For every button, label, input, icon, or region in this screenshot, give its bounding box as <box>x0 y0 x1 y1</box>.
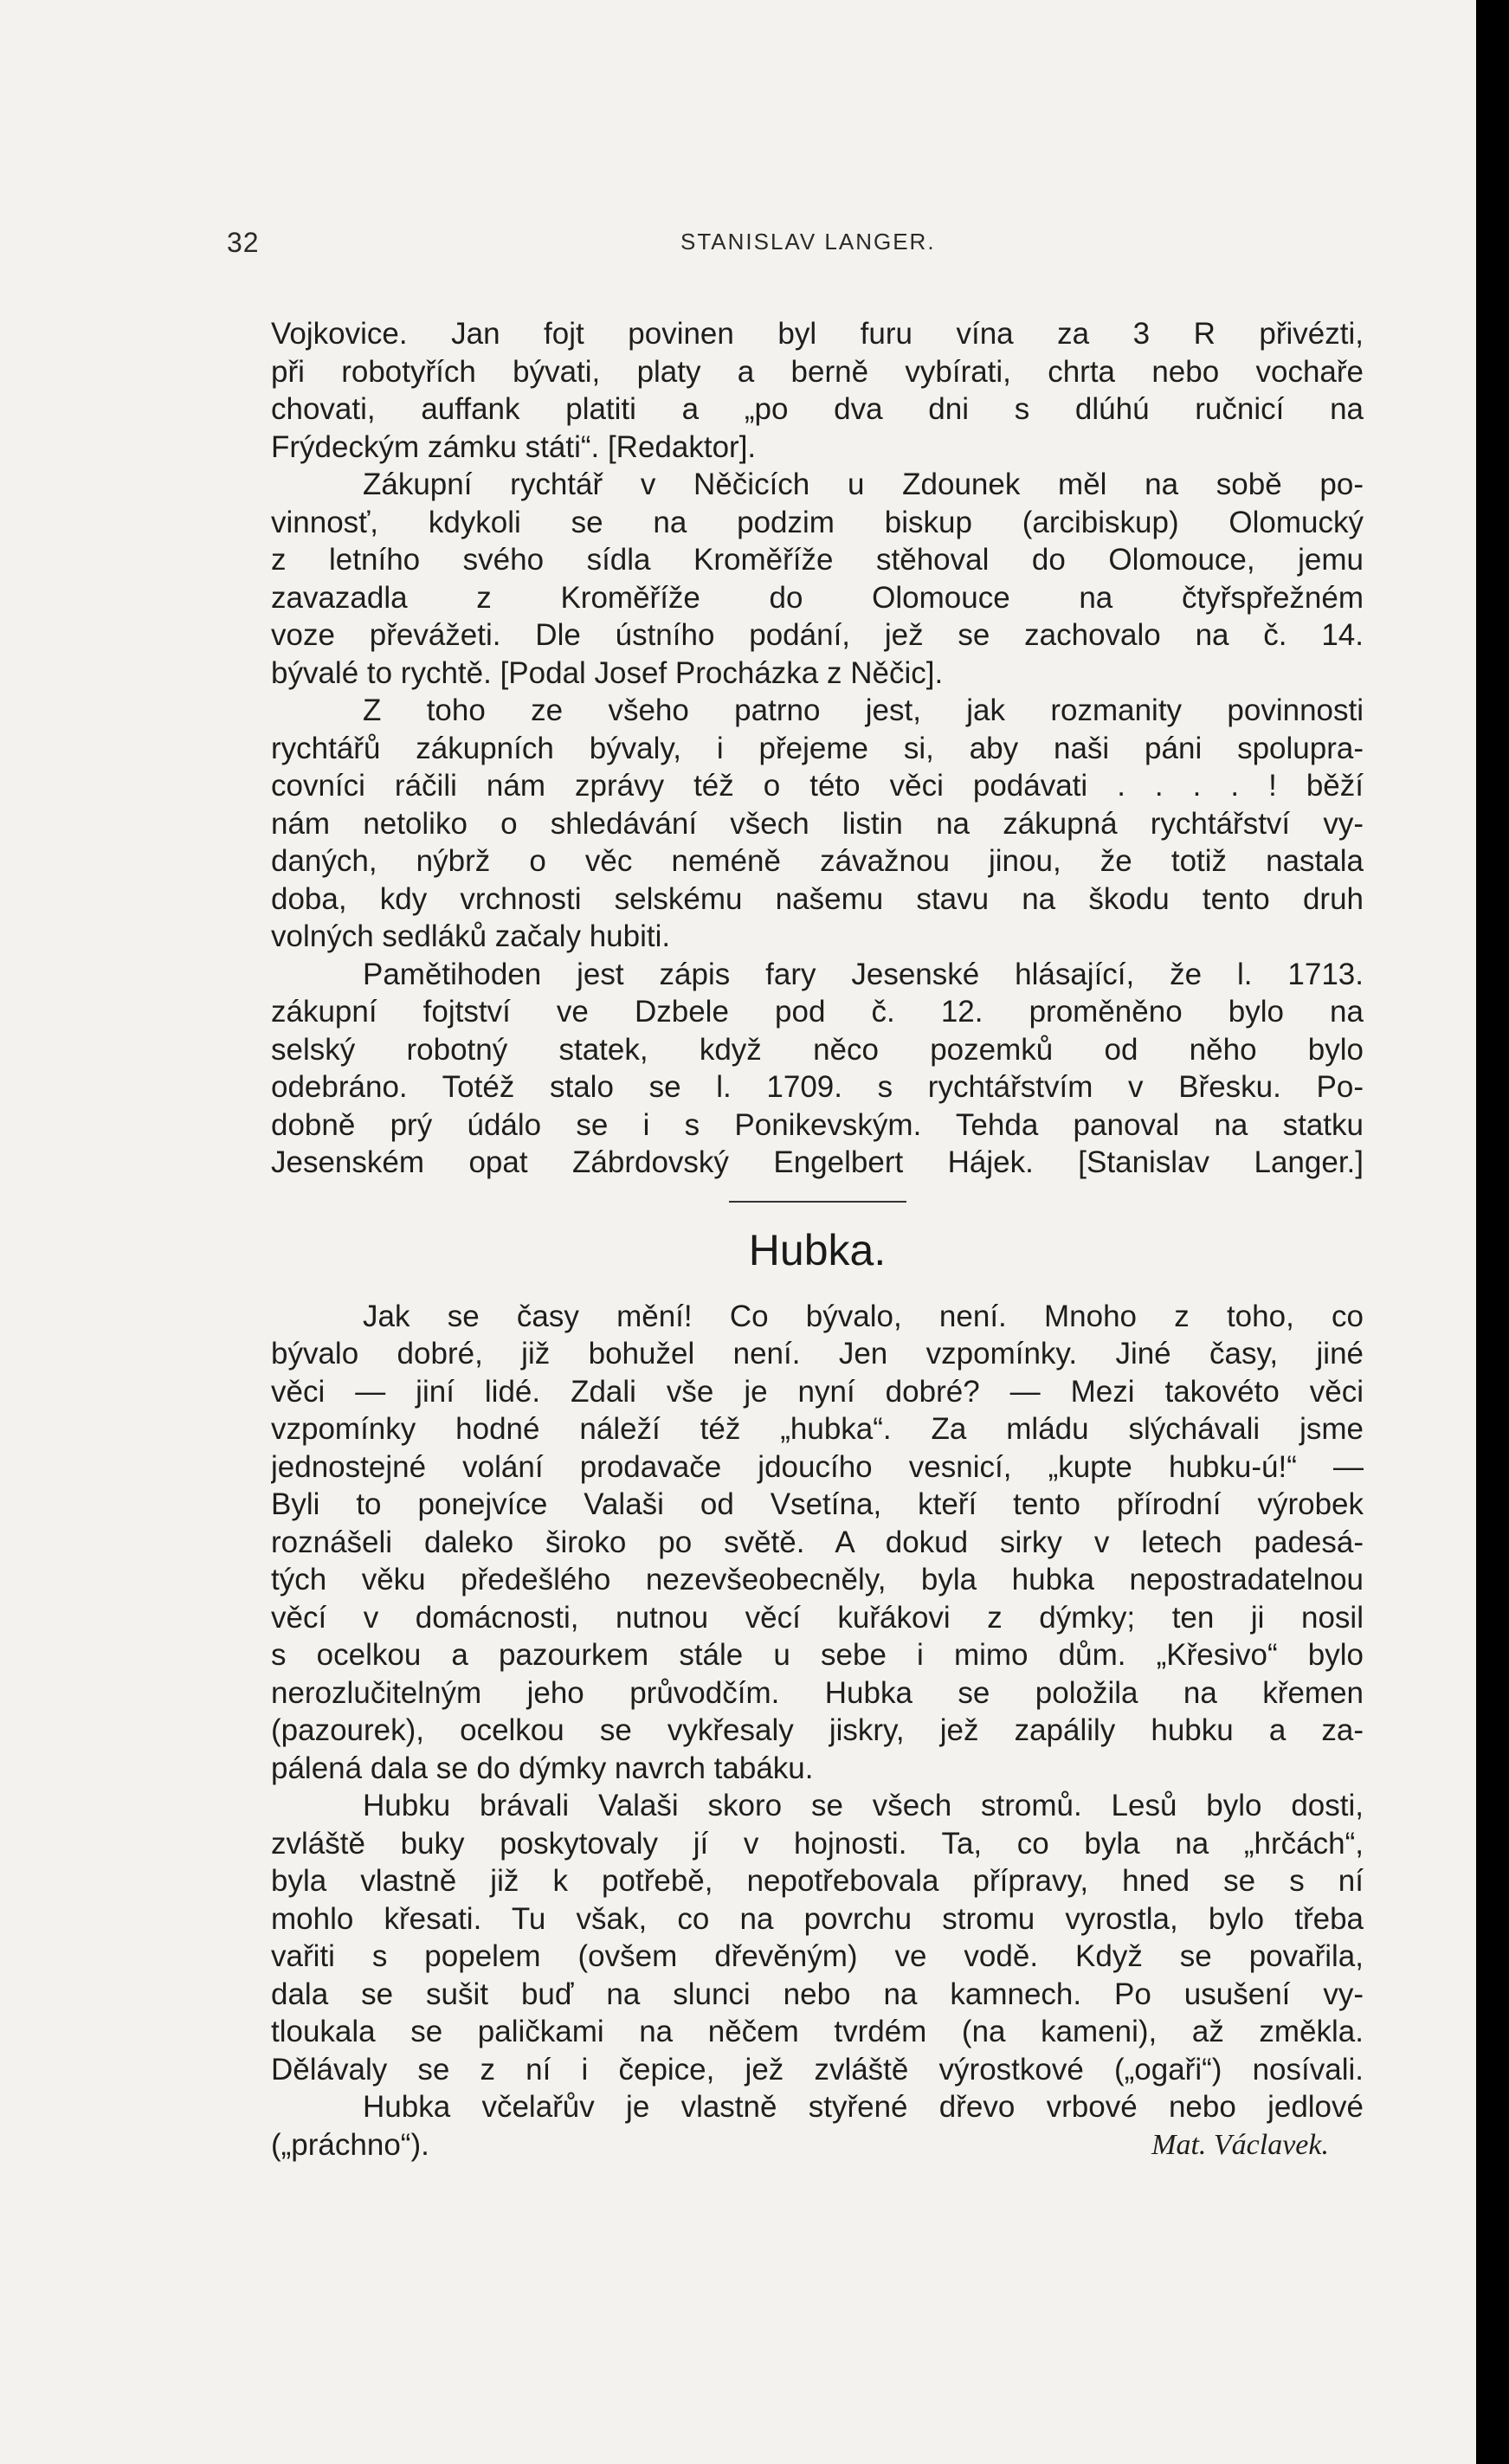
text-line: tých věku předešlého nezevšeobecněly, byla hubka nepostradatelnou <box>271 1563 1364 1596</box>
text-line: vzpomínky hodné náleží též „hubka“. Za mládu slýchávali jsme <box>271 1412 1364 1446</box>
final-line <box>271 2126 1364 2164</box>
text-line: věci — jiní lidé. Zdali vše je nyní dobré? — Mezi takovéto věci <box>271 1374 1364 1409</box>
running-head: STANISLAV LANGER. <box>680 229 936 255</box>
text-line: mohlo křesati. Tu však, co na povrchu stromu vyrostla, bylo třeba <box>271 1901 1364 1936</box>
text-line: Frýdeckým zámku státi“. [Redaktor]. <box>271 429 757 464</box>
text-line: Hubku brávali Valaši skoro se všech stromů. Lesů bylo dosti, <box>363 1789 1364 1822</box>
text-line: daných, nýbrž o věc neméně závažnou jinou, že totiž nastala <box>271 844 1364 878</box>
text-line: Vojkovice. Jan fojt povinen byl furu vína za 3 R přivézti, <box>271 317 1364 351</box>
text-line: chovati, auffank platiti a „po dva dni s dlúhú ručnicí na <box>271 392 1364 426</box>
text-line: při robotyřích bývati, platy a berně vybírati, chrta nebo vochaře <box>271 354 1364 389</box>
text-line: nerozlučitelným jeho průvodčím. Hubka se položila na křemen <box>271 1675 1364 1710</box>
text-line: jednostejné volání prodavače jdoucího vesnicí, „kupte hubku-ú!“ — <box>271 1449 1364 1484</box>
text-line: rychtářů zákupních bývaly, i přejeme si, aby naši páni spolupra- <box>271 731 1364 765</box>
text-line: volných sedláků začaly hubiti. <box>271 919 671 953</box>
text-line: věcí v domácnosti, nutnou věcí kuřákovi z dýmky; ten ji nosil <box>271 1600 1364 1635</box>
text-line: Hubka včelařův je vlastně styřené dřevo vrbové nebo jedlové <box>363 2090 1364 2124</box>
text-line: roznášeli daleko široko po světě. A dokud sirky v letech padesá- <box>271 1525 1364 1559</box>
author-signature: Mat. Václavek. <box>1151 2128 1329 2161</box>
text-line: Dělávaly se z ní i čepice, jež zvláště výrostkové („ogaři“) nosívali. <box>271 2052 1364 2087</box>
page-header <box>0 227 1476 261</box>
text-line: Z toho ze všeho patrno jest, jak rozmanity povinnosti <box>363 693 1364 727</box>
text-line: bývalé to rychtě. [Podal Josef Procházka z Něčic]. <box>271 655 944 690</box>
text-line: vinnosť, kdykoli se na podzim biskup (arcibiskup) Olomucký <box>271 505 1364 539</box>
text-line: s ocelkou a pazourkem stále u sebe i mimo dům. „Křesivo“ bylo <box>271 1638 1364 1672</box>
text-line: z letního svého sídla Kroměříže stěhoval do Olomouce, jemu <box>271 543 1364 577</box>
text-line: zvláště buky poskytovaly jí v hojnosti. Ta, co byla na „hrčách“, <box>271 1826 1364 1861</box>
text-line: vařiti s popelem (ovšem dřevěným) ve vodě. Když se povařila, <box>271 1939 1364 1973</box>
section-title: Hubka. <box>748 1225 887 1274</box>
text-line: Zákupní rychtář v Něčicích u Zdounek měl na sobě po- <box>363 468 1364 501</box>
text-line: Byli to ponejvíce Valaši od Vsetína, kteří tento přírodní výrobek <box>271 1487 1364 1521</box>
text-line: (pazourek), ocelkou se vykřesaly jiskry, jež zapálily hubku a za- <box>271 1713 1364 1747</box>
body-text <box>271 315 1364 2164</box>
scan-edge <box>1476 0 1509 2464</box>
text-line: dobně prý údálo se i s Ponikevským. Tehda panoval na statku <box>271 1107 1364 1142</box>
text-line: Jak se časy mění! Co bývalo, není. Mnoho z toho, co <box>363 1299 1364 1333</box>
text-line: Pamětihoden jest zápis fary Jesenské hlásající, že l. 1713. <box>363 957 1364 991</box>
text-line: odebráno. Totéž stalo se l. 1709. s rychtářstvím v Břesku. Po- <box>271 1070 1364 1104</box>
text-line: byla vlastně již k potřebě, nepotřebovala přípravy, hned se s ní <box>271 1864 1364 1898</box>
text-line: („práchno“). <box>271 2127 429 2162</box>
text-line: voze převážeti. Dle ústního podání, jež se zachovalo na č. 14. <box>271 618 1364 652</box>
text-line: zavazadla z Kroměříže do Olomouce na čtyřspřežném <box>271 580 1364 615</box>
page-number: 32 <box>227 227 260 258</box>
text-line: doba, kdy vrchnosti selskému našemu stavu na škodu tento druh <box>271 881 1364 916</box>
text-line: bývalo dobré, již bohužel není. Jen vzpomínky. Jiné časy, jiné <box>271 1337 1364 1371</box>
text-line: tloukala se paličkami na něčem tvrdém (na kameni), až změkla. <box>271 2015 1364 2048</box>
text-line: dala se sušit buď na slunci nebo na kamnech. Po usušení vy- <box>271 1977 1364 2011</box>
text-line: Jesenském opat Zábrdovský Engelbert Hájek. [Stanislav Langer.] <box>271 1145 1364 1179</box>
text-line: nám netoliko o shledávání všech listin na zákupná rychtářství vy- <box>271 806 1364 841</box>
text-line: zákupní fojtství ve Dzbele pod č. 12. proměněno bylo na <box>271 995 1364 1029</box>
text-line: selský robotný statek, když něco pozemků od něho bylo <box>271 1032 1364 1067</box>
text-line: covníci ráčili nám zprávy též o této věci podávati . . . . ! běží <box>271 769 1364 803</box>
text-line: pálená dala se do dýmky navrch tabáku. <box>271 1751 814 1785</box>
